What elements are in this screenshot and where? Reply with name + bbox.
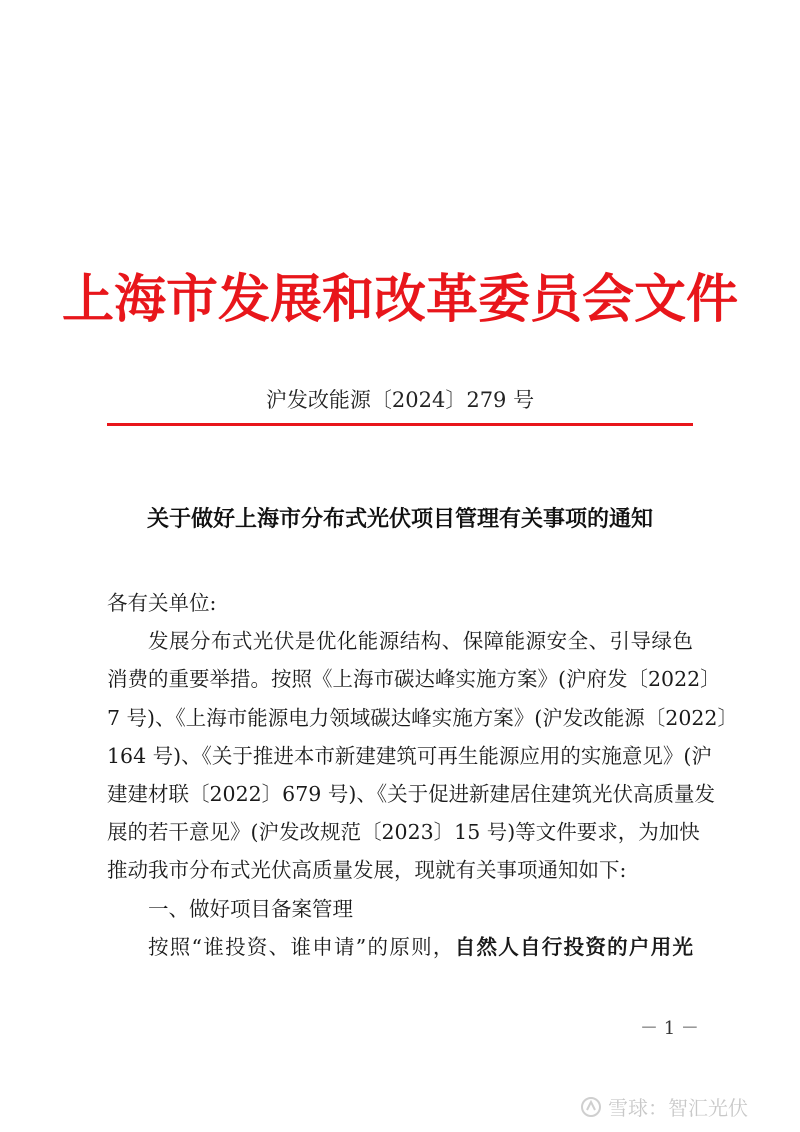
snowball-logo-icon	[580, 1096, 602, 1118]
paragraph-2-bold-text: 自然人自行投资的户用光	[454, 934, 693, 959]
paragraph-line: 7 号)、《上海市能源电力领域碳达峰实施方案》(沪发改能源〔2022〕	[107, 705, 738, 730]
document-title: 关于做好上海市分布式光伏项目管理有关事项的通知	[146, 506, 653, 532]
paragraph-line: 164 号)、《关于推进本市新建建筑可再生能源应用的实施意见》(沪	[107, 743, 712, 768]
paragraph-2	[107, 928, 693, 966]
salutation: 各有关单位:	[107, 591, 217, 615]
paragraph-line: 推动我市分布式光伏高质量发展，现就有关事项通知如下:	[107, 858, 627, 883]
section-heading: 一、做好项目备案管理	[148, 896, 353, 921]
page-number: － 1 －	[640, 1018, 699, 1039]
document-number: 沪发改能源〔2024〕279 号	[265, 388, 535, 412]
watermark	[580, 1092, 748, 1121]
red-divider-line	[107, 423, 693, 426]
watermark-text: 雪球：智汇光伏	[608, 1096, 748, 1120]
paragraph-1	[107, 622, 738, 889]
paragraph-line: 发展分布式光伏是优化能源结构、保障能源安全、引导绿色	[148, 629, 693, 654]
paragraph-line: 消费的重要举措。按照《上海市碳达峰实施方案》(沪府发〔2022〕	[107, 667, 721, 692]
paragraph-line: 建建材联〔2022〕679 号)、《关于促进新建居住建筑光伏高质量发	[107, 782, 716, 807]
document-body	[107, 584, 738, 966]
paragraph-2-text: 按照“谁投资、谁申请”的原则，	[148, 934, 455, 959]
agency-header: 上海市发展和改革委员会文件	[61, 269, 738, 330]
paragraph-line: 展的若干意见》(沪发改规范〔2023〕15 号)等文件要求，为加快	[107, 820, 700, 845]
